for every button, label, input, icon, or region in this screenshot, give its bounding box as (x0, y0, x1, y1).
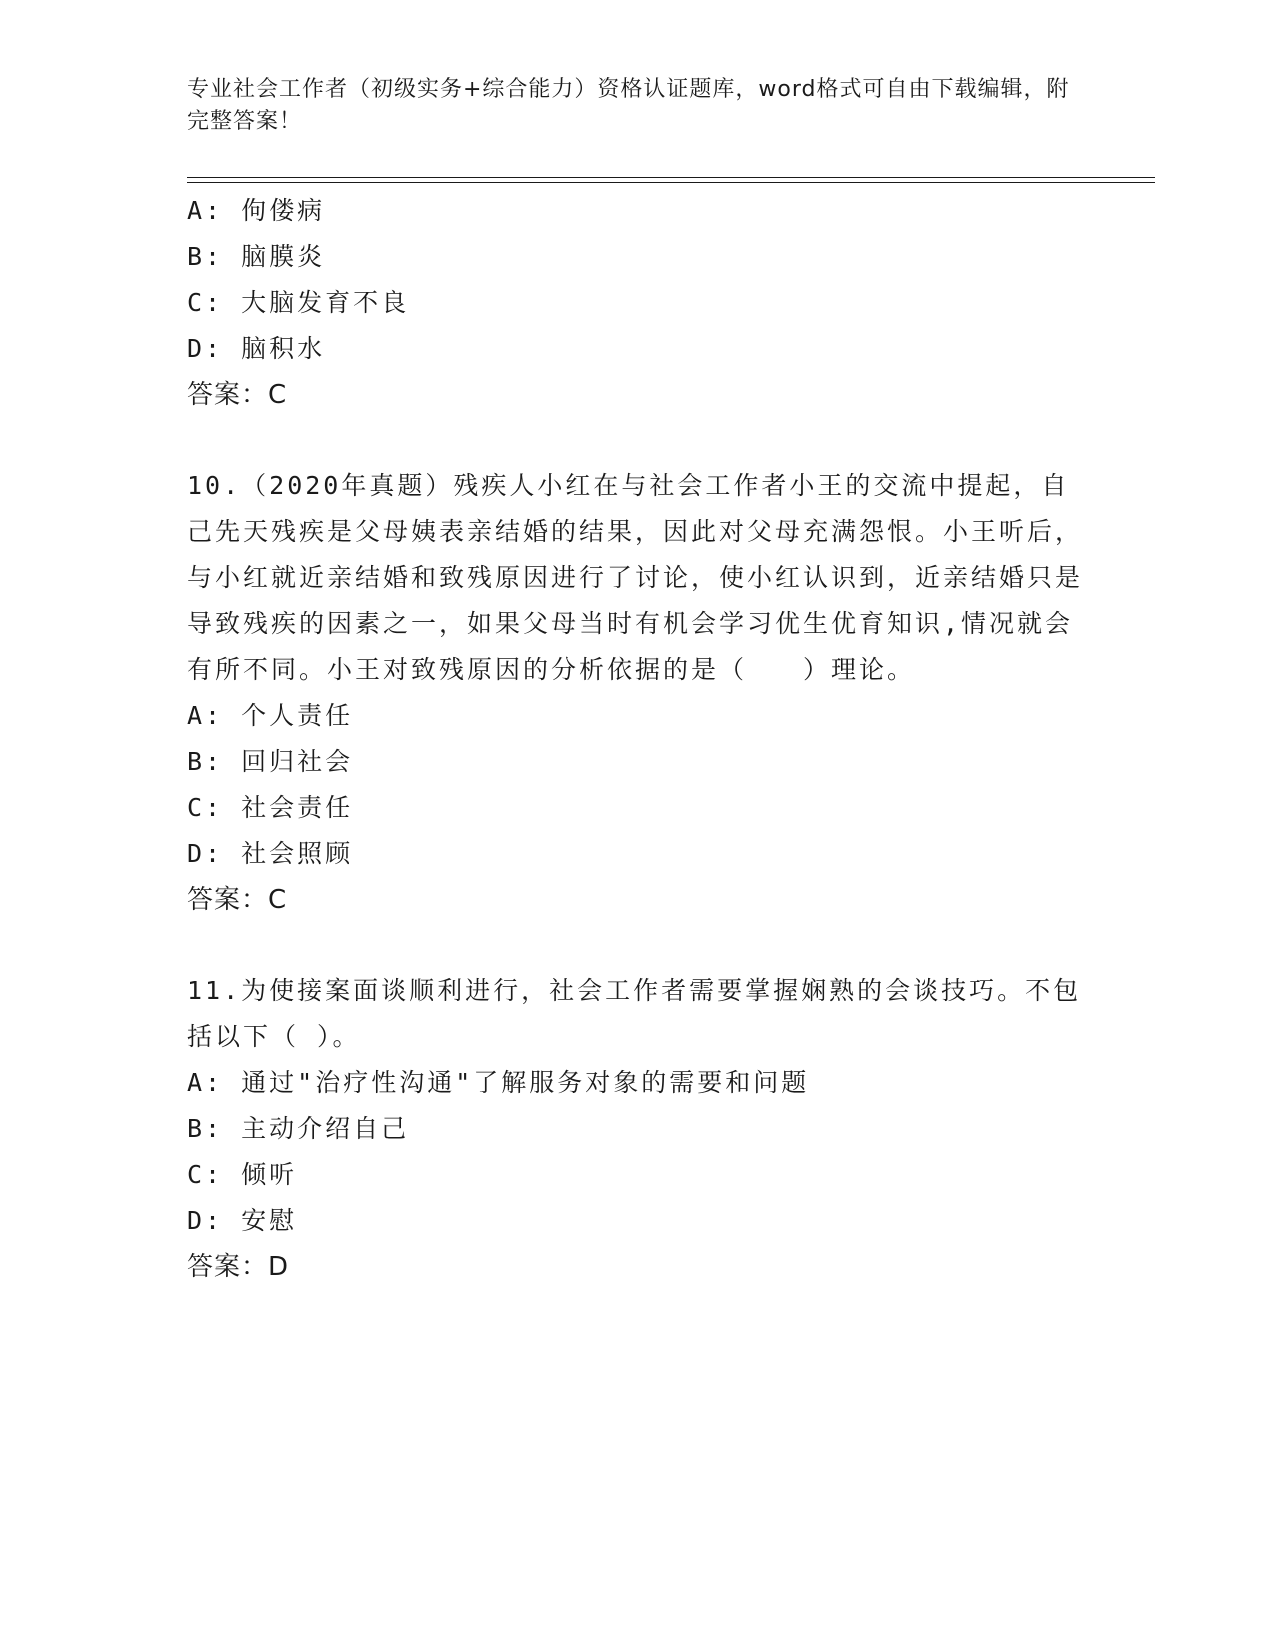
header-rule-top (187, 177, 1155, 178)
header-rule-bottom (187, 182, 1155, 183)
option-b: B: 脑膜炎 (187, 242, 326, 271)
option-d: D: 安慰 (187, 1206, 298, 1235)
question-11 (187, 968, 1087, 1290)
page-header-title: 专业社会工作者（初级实务+综合能力）资格认证题库，word格式可自由下载编辑，附完整答案！ (187, 77, 1070, 134)
question-9-partial (187, 188, 1087, 418)
option-a: A: 佝偻病 (187, 196, 326, 225)
option-c: C: 大脑发育不良 (187, 288, 410, 317)
question-10 (187, 463, 1087, 923)
question-stem: 11.为使接案面谈顺利进行，社会工作者需要掌握娴熟的会谈技巧。不包括以下（ ）。 (187, 976, 1082, 1051)
option-a: A: 个人责任 (187, 701, 354, 730)
option-c: C: 倾听 (187, 1160, 298, 1189)
answer-line: 答案：C (187, 380, 288, 410)
option-c: C: 社会责任 (187, 793, 354, 822)
question-stem: 10.（2020年真题）残疾人小红在与社会工作者小王的交流中提起，自己先天残疾是父母姨表亲结婚的结果，因此对父母充满怨恨。小王听后，与小红就近亲结婚和致残原因进行了讨论，使小红认识到，近亲结婚只是导致残疾的因素之一，如果父母当时有机会学习优生优育知识,情况就会有所不同。小王对致残原因的分析依据的是（ ）理论。 (187, 471, 1084, 684)
option-d: D: 脑积水 (187, 334, 326, 363)
answer-line: 答案：C (187, 885, 288, 915)
option-a: A: 通过"治疗性沟通"了解服务对象的需要和问题 (187, 1068, 810, 1097)
document-body (187, 188, 1087, 1290)
option-d: D: 社会照顾 (187, 839, 354, 868)
answer-line: 答案：D (187, 1252, 290, 1282)
option-b: B: 主动介绍自己 (187, 1114, 410, 1143)
option-b: B: 回归社会 (187, 747, 354, 776)
